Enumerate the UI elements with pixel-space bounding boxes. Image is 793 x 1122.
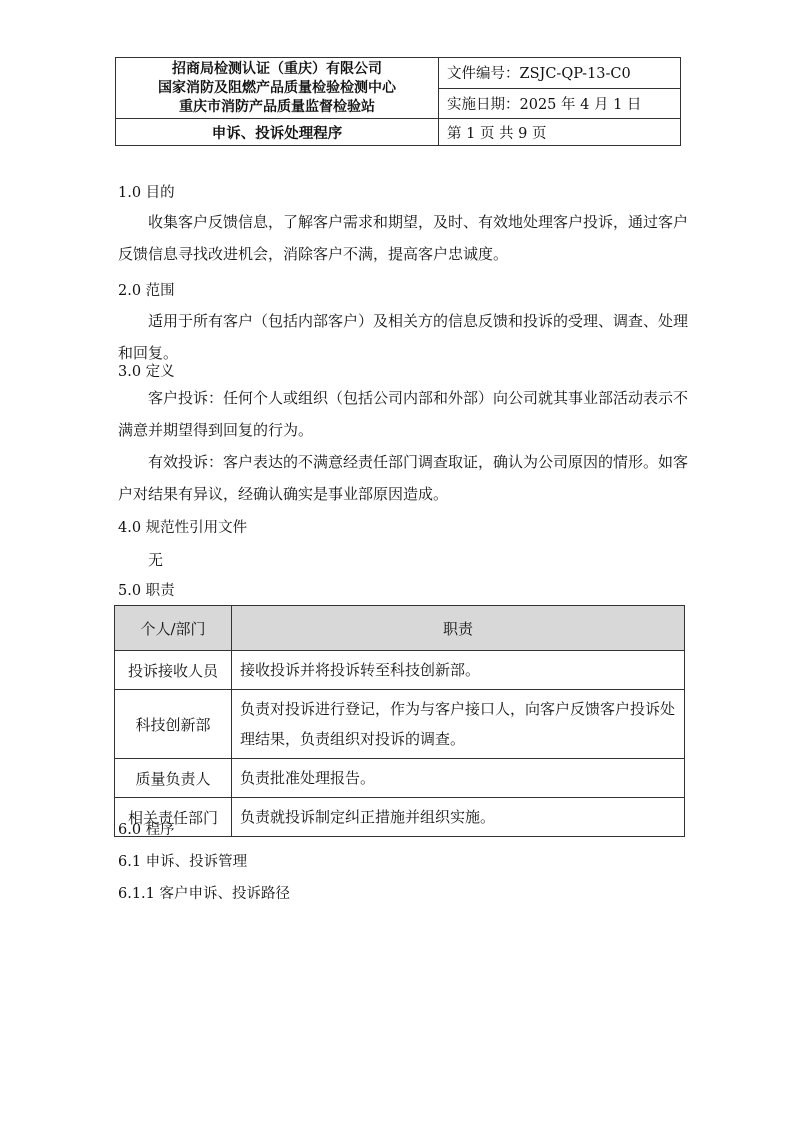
organization-names — [116, 58, 439, 119]
section-6-1-1-heading: 6.1.1 客户申诉、投诉路径 — [118, 886, 291, 902]
section-2-text: 适用于所有客户（包括内部客户）及相关方的信息反馈和投诉的受理、调查、处理和回复。 — [118, 312, 689, 362]
procedure-title: 申诉、投诉处理程序 — [116, 119, 439, 146]
table-row — [115, 798, 685, 837]
section-6-heading: 6.0 程序 — [118, 822, 175, 838]
table-row — [115, 651, 685, 690]
effective-date: 实施日期：2025 年 4 月 1 日 — [439, 88, 681, 119]
responsibility-table — [114, 605, 685, 837]
section-1-text: 收集客户反馈信息，了解客户需求和期望，及时、有效地处理客户投诉，通过客户反馈信息寻找改进机会，消除客户不满，提高客户忠诚度。 — [118, 213, 689, 263]
role-cell: 质量负责人 — [115, 759, 232, 798]
duty-cell: 负责就投诉制定纠正措施并组织实施。 — [232, 798, 685, 837]
table-header-row — [115, 606, 685, 651]
org-name-3: 重庆市消防产品质量监督检验站 — [179, 98, 375, 115]
table-row — [115, 690, 685, 759]
section-1-heading: 1.0 目的 — [118, 185, 175, 201]
document-number: 文件编号：ZSJC-QP-13-C0 — [439, 58, 681, 89]
section-3-text-2: 有效投诉：客户表达的不满意经责任部门调查取证，确认为公司原因的情形。如客户对结果有异议，经确认确实是事业部原因造成。 — [118, 453, 689, 503]
duty-cell: 负责批准处理报告。 — [232, 759, 685, 798]
duty-cell: 负责对投诉进行登记，作为与客户接口人，向客户反馈客户投诉处理结果，负责组织对投诉的调查。 — [232, 690, 685, 759]
section-4-text: 无 — [148, 551, 164, 569]
document-header — [115, 57, 681, 146]
section-6-1-heading: 6.1 申诉、投诉管理 — [118, 854, 248, 870]
role-cell: 科技创新部 — [115, 690, 232, 759]
page-indicator: 第 1 页 共 9 页 — [439, 119, 681, 146]
section-5-heading: 5.0 职责 — [118, 583, 175, 599]
role-cell: 投诉接收人员 — [115, 651, 232, 690]
section-4-heading: 4.0 规范性引用文件 — [118, 520, 248, 536]
role-cell: 相关责任部门 — [115, 798, 232, 837]
column-header-duty: 职责 — [232, 606, 685, 651]
column-header-role: 个人/部门 — [115, 606, 232, 651]
org-name-1: 招商局检测认证（重庆）有限公司 — [172, 60, 382, 77]
org-name-2: 国家消防及阻燃产品质量检验检测中心 — [158, 79, 396, 96]
section-2-heading: 2.0 范围 — [118, 283, 175, 299]
section-3-heading: 3.0 定义 — [118, 364, 175, 380]
duty-cell: 接收投诉并将投诉转至科技创新部。 — [232, 651, 685, 690]
section-3-text-1: 客户投诉：任何个人或组织（包括公司内部和外部）向公司就其事业部活动表示不满意并期望得到回复的行为。 — [118, 389, 689, 439]
table-row — [115, 759, 685, 798]
